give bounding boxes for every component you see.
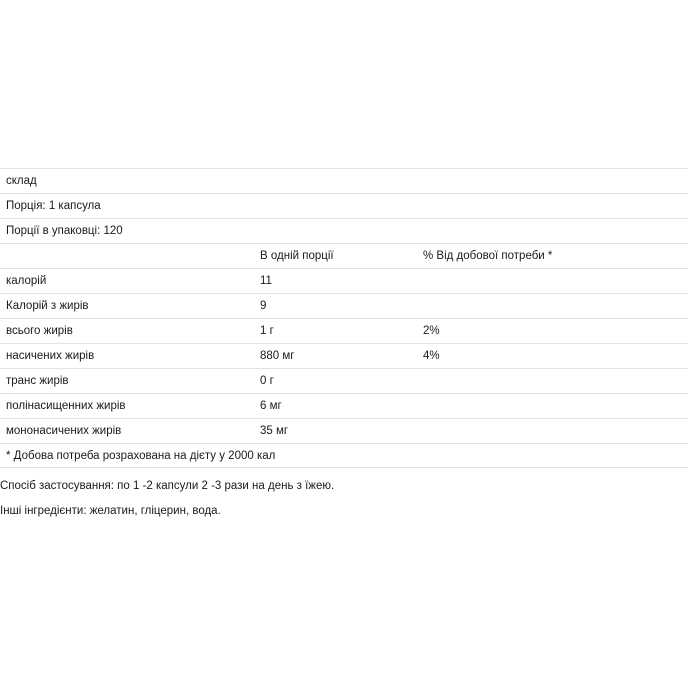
table-row	[0, 343, 688, 368]
nutrient-amount: 9	[260, 300, 267, 312]
servings-per-container: Порції в упаковці: 120	[6, 225, 123, 237]
table-row	[0, 393, 688, 418]
daily-value-header: % Від добової потреби *	[423, 250, 553, 262]
nutrient-amount: 11	[260, 275, 272, 287]
nutrient-name: всього жирів	[6, 325, 73, 337]
per-serving-header: В одній порції	[260, 250, 334, 262]
table-row	[0, 268, 688, 293]
nutrient-name: транс жирів	[6, 375, 69, 387]
supplement-facts-table	[0, 168, 688, 468]
other-ingredients: Інші інгредієнти: желатин, гліцерин, вода.	[0, 505, 221, 517]
table-row	[0, 418, 688, 443]
nutrient-amount: 1 г	[260, 325, 274, 337]
usage-directions: Спосіб застосування: по 1 -2 капсули 2 -3 рази на день з їжею.	[0, 480, 335, 492]
serving-size: Порція: 1 капсула	[6, 200, 101, 212]
serving-size-row	[0, 193, 688, 218]
nutrient-amount: 0 г	[260, 375, 274, 387]
table-title-row	[0, 168, 688, 193]
table-row	[0, 318, 688, 343]
servings-per-container-row	[0, 218, 688, 243]
table-row	[0, 293, 688, 318]
product-notes	[0, 474, 688, 524]
table-footnote-row	[0, 443, 688, 468]
nutrient-name: Калорій з жирів	[6, 300, 89, 312]
nutrient-amount: 6 мг	[260, 400, 282, 412]
table-row	[0, 368, 688, 393]
nutrient-name: калорій	[6, 275, 47, 287]
table-title: склад	[6, 175, 37, 187]
nutrient-name: насичених жирів	[6, 350, 95, 362]
nutrient-daily-value: 2%	[423, 325, 440, 337]
nutrient-daily-value: 4%	[423, 350, 440, 362]
nutrient-amount: 35 мг	[260, 425, 289, 437]
nutrient-amount: 880 мг	[260, 350, 295, 362]
table-header-row	[0, 243, 688, 268]
nutrient-name: мононасичених жирів	[6, 425, 122, 437]
nutrient-name: полінасищенних жирів	[6, 400, 126, 412]
daily-value-footnote: * Добова потреба розрахована на дієту у 2000 кал	[6, 450, 276, 462]
